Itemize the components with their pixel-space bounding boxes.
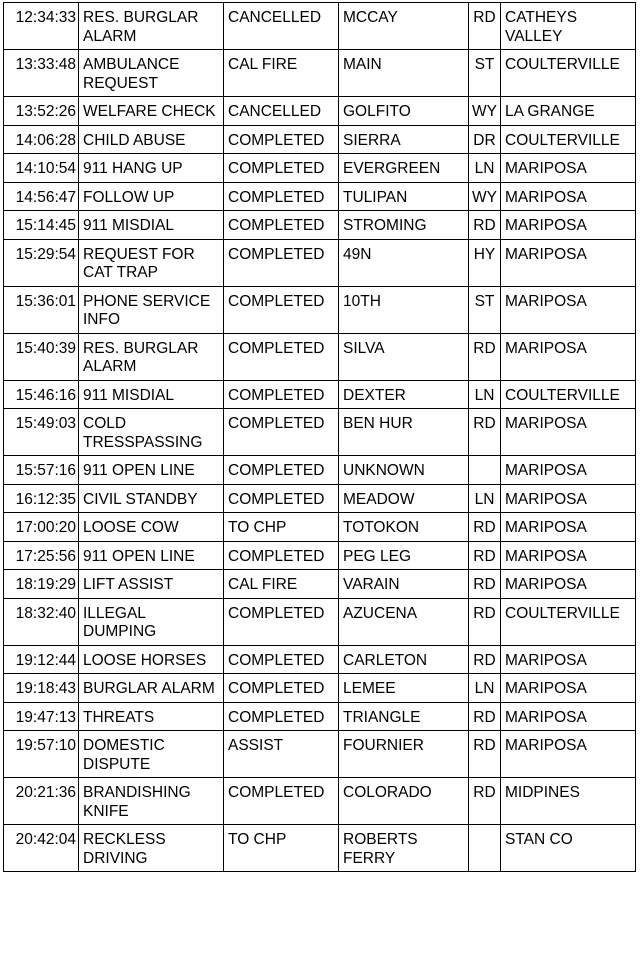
table-row bbox=[4, 598, 636, 645]
street-name-cell: GOLFITO bbox=[339, 97, 469, 126]
call-type-cell: 911 OPEN LINE bbox=[79, 541, 224, 570]
call-time-cell: 14:56:47 bbox=[4, 182, 79, 211]
table-row bbox=[4, 778, 636, 825]
street-suffix-cell bbox=[469, 456, 501, 485]
street-name-cell: SIERRA bbox=[339, 125, 469, 154]
call-type-cell: CHILD ABUSE bbox=[79, 125, 224, 154]
table-row bbox=[4, 125, 636, 154]
call-type-cell: 911 HANG UP bbox=[79, 154, 224, 183]
call-type-cell: WELFARE CHECK bbox=[79, 97, 224, 126]
call-type-cell: LOOSE COW bbox=[79, 513, 224, 542]
call-time-cell: 12:34:33 bbox=[4, 3, 79, 50]
table-row bbox=[4, 97, 636, 126]
disposition-cell: COMPLETED bbox=[224, 154, 339, 183]
call-time-cell: 19:18:43 bbox=[4, 674, 79, 703]
call-time-cell: 13:52:26 bbox=[4, 97, 79, 126]
disposition-cell: TO CHP bbox=[224, 825, 339, 872]
street-suffix-cell: ST bbox=[469, 286, 501, 333]
incident-log-table bbox=[3, 2, 636, 872]
table-row bbox=[4, 456, 636, 485]
disposition-cell: CANCELLED bbox=[224, 97, 339, 126]
street-suffix-cell: RD bbox=[469, 702, 501, 731]
call-time-cell: 14:06:28 bbox=[4, 125, 79, 154]
city-cell: CATHEYS VALLEY bbox=[501, 3, 636, 50]
street-suffix-cell: WY bbox=[469, 182, 501, 211]
street-name-cell: UNKNOWN bbox=[339, 456, 469, 485]
table-row bbox=[4, 182, 636, 211]
street-name-cell: EVERGREEN bbox=[339, 154, 469, 183]
city-cell: COULTERVILLE bbox=[501, 125, 636, 154]
disposition-cell: COMPLETED bbox=[224, 211, 339, 240]
street-suffix-cell: RD bbox=[469, 645, 501, 674]
street-suffix-cell: ST bbox=[469, 50, 501, 97]
disposition-cell: COMPLETED bbox=[224, 182, 339, 211]
call-time-cell: 15:40:39 bbox=[4, 333, 79, 380]
table-row bbox=[4, 541, 636, 570]
city-cell: MARIPOSA bbox=[501, 513, 636, 542]
street-name-cell: AZUCENA bbox=[339, 598, 469, 645]
call-type-cell: COLD TRESSPASSING bbox=[79, 409, 224, 456]
call-type-cell: BURGLAR ALARM bbox=[79, 674, 224, 703]
disposition-cell: COMPLETED bbox=[224, 456, 339, 485]
call-type-cell: THREATS bbox=[79, 702, 224, 731]
street-name-cell: VARAIN bbox=[339, 570, 469, 599]
disposition-cell: CANCELLED bbox=[224, 3, 339, 50]
call-type-cell: RES. BURGLAR ALARM bbox=[79, 3, 224, 50]
city-cell: MARIPOSA bbox=[501, 154, 636, 183]
call-time-cell: 14:10:54 bbox=[4, 154, 79, 183]
call-time-cell: 15:36:01 bbox=[4, 286, 79, 333]
street-suffix-cell: DR bbox=[469, 125, 501, 154]
call-time-cell: 19:12:44 bbox=[4, 645, 79, 674]
table-row bbox=[4, 333, 636, 380]
call-time-cell: 18:32:40 bbox=[4, 598, 79, 645]
street-suffix-cell: RD bbox=[469, 211, 501, 240]
city-cell: MARIPOSA bbox=[501, 570, 636, 599]
street-suffix-cell: LN bbox=[469, 154, 501, 183]
city-cell: MIDPINES bbox=[501, 778, 636, 825]
street-suffix-cell: RD bbox=[469, 778, 501, 825]
call-type-cell: CIVIL STANDBY bbox=[79, 484, 224, 513]
city-cell: COULTERVILLE bbox=[501, 380, 636, 409]
street-name-cell: ROBERTS FERRY bbox=[339, 825, 469, 872]
street-suffix-cell: RD bbox=[469, 541, 501, 570]
table-row bbox=[4, 286, 636, 333]
city-cell: MARIPOSA bbox=[501, 333, 636, 380]
street-name-cell: CARLETON bbox=[339, 645, 469, 674]
table-row bbox=[4, 409, 636, 456]
call-time-cell: 15:57:16 bbox=[4, 456, 79, 485]
city-cell: MARIPOSA bbox=[501, 182, 636, 211]
street-suffix-cell: RD bbox=[469, 570, 501, 599]
city-cell: MARIPOSA bbox=[501, 239, 636, 286]
street-name-cell: MEADOW bbox=[339, 484, 469, 513]
disposition-cell: COMPLETED bbox=[224, 333, 339, 380]
call-time-cell: 18:19:29 bbox=[4, 570, 79, 599]
street-suffix-cell: LN bbox=[469, 380, 501, 409]
call-type-cell: ILLEGAL DUMPING bbox=[79, 598, 224, 645]
city-cell: MARIPOSA bbox=[501, 484, 636, 513]
disposition-cell: COMPLETED bbox=[224, 674, 339, 703]
table-row bbox=[4, 674, 636, 703]
city-cell: MARIPOSA bbox=[501, 731, 636, 778]
street-suffix-cell bbox=[469, 825, 501, 872]
street-suffix-cell: LN bbox=[469, 674, 501, 703]
street-name-cell: LEMEE bbox=[339, 674, 469, 703]
disposition-cell: COMPLETED bbox=[224, 239, 339, 286]
street-name-cell: MAIN bbox=[339, 50, 469, 97]
call-type-cell: 911 MISDIAL bbox=[79, 211, 224, 240]
call-time-cell: 20:21:36 bbox=[4, 778, 79, 825]
call-time-cell: 19:47:13 bbox=[4, 702, 79, 731]
street-name-cell: SILVA bbox=[339, 333, 469, 380]
call-time-cell: 15:49:03 bbox=[4, 409, 79, 456]
city-cell: STAN CO bbox=[501, 825, 636, 872]
street-name-cell: DEXTER bbox=[339, 380, 469, 409]
disposition-cell: COMPLETED bbox=[224, 645, 339, 674]
street-name-cell: TULIPAN bbox=[339, 182, 469, 211]
call-type-cell: RES. BURGLAR ALARM bbox=[79, 333, 224, 380]
table-row bbox=[4, 645, 636, 674]
call-type-cell: LIFT ASSIST bbox=[79, 570, 224, 599]
disposition-cell: TO CHP bbox=[224, 513, 339, 542]
street-name-cell: STROMING bbox=[339, 211, 469, 240]
city-cell: MARIPOSA bbox=[501, 702, 636, 731]
table-row bbox=[4, 3, 636, 50]
disposition-cell: COMPLETED bbox=[224, 286, 339, 333]
call-type-cell: DOMESTIC DISPUTE bbox=[79, 731, 224, 778]
disposition-cell: COMPLETED bbox=[224, 598, 339, 645]
street-name-cell: BEN HUR bbox=[339, 409, 469, 456]
call-time-cell: 15:29:54 bbox=[4, 239, 79, 286]
disposition-cell: COMPLETED bbox=[224, 541, 339, 570]
incident-log-body bbox=[4, 3, 636, 872]
table-row bbox=[4, 484, 636, 513]
disposition-cell: COMPLETED bbox=[224, 484, 339, 513]
call-type-cell: RECKLESS DRIVING bbox=[79, 825, 224, 872]
city-cell: MARIPOSA bbox=[501, 645, 636, 674]
street-name-cell: TRIANGLE bbox=[339, 702, 469, 731]
table-row bbox=[4, 50, 636, 97]
disposition-cell: COMPLETED bbox=[224, 380, 339, 409]
table-row bbox=[4, 211, 636, 240]
city-cell: MARIPOSA bbox=[501, 456, 636, 485]
call-time-cell: 17:25:56 bbox=[4, 541, 79, 570]
call-type-cell: REQUEST FOR CAT TRAP bbox=[79, 239, 224, 286]
street-suffix-cell: RD bbox=[469, 409, 501, 456]
call-time-cell: 17:00:20 bbox=[4, 513, 79, 542]
table-row bbox=[4, 825, 636, 872]
street-name-cell: COLORADO bbox=[339, 778, 469, 825]
city-cell: COULTERVILLE bbox=[501, 50, 636, 97]
city-cell: MARIPOSA bbox=[501, 674, 636, 703]
street-name-cell: 10TH bbox=[339, 286, 469, 333]
call-type-cell: LOOSE HORSES bbox=[79, 645, 224, 674]
disposition-cell: COMPLETED bbox=[224, 702, 339, 731]
street-suffix-cell: LN bbox=[469, 484, 501, 513]
table-row bbox=[4, 702, 636, 731]
disposition-cell: COMPLETED bbox=[224, 778, 339, 825]
table-row bbox=[4, 570, 636, 599]
disposition-cell: COMPLETED bbox=[224, 409, 339, 456]
city-cell: MARIPOSA bbox=[501, 409, 636, 456]
city-cell: LA GRANGE bbox=[501, 97, 636, 126]
disposition-cell: CAL FIRE bbox=[224, 50, 339, 97]
street-name-cell: 49N bbox=[339, 239, 469, 286]
table-row bbox=[4, 154, 636, 183]
call-type-cell: AMBULANCE REQUEST bbox=[79, 50, 224, 97]
disposition-cell: CAL FIRE bbox=[224, 570, 339, 599]
call-type-cell: BRANDISHING KNIFE bbox=[79, 778, 224, 825]
city-cell: MARIPOSA bbox=[501, 211, 636, 240]
city-cell: COULTERVILLE bbox=[501, 598, 636, 645]
street-name-cell: FOURNIER bbox=[339, 731, 469, 778]
street-name-cell: MCCAY bbox=[339, 3, 469, 50]
street-suffix-cell: RD bbox=[469, 3, 501, 50]
table-row bbox=[4, 239, 636, 286]
call-time-cell: 19:57:10 bbox=[4, 731, 79, 778]
call-type-cell: FOLLOW UP bbox=[79, 182, 224, 211]
disposition-cell: COMPLETED bbox=[224, 125, 339, 154]
city-cell: MARIPOSA bbox=[501, 541, 636, 570]
call-time-cell: 16:12:35 bbox=[4, 484, 79, 513]
call-time-cell: 15:14:45 bbox=[4, 211, 79, 240]
call-type-cell: 911 MISDIAL bbox=[79, 380, 224, 409]
street-name-cell: TOTOKON bbox=[339, 513, 469, 542]
table-row bbox=[4, 513, 636, 542]
street-suffix-cell: RD bbox=[469, 513, 501, 542]
street-suffix-cell: RD bbox=[469, 598, 501, 645]
street-suffix-cell: HY bbox=[469, 239, 501, 286]
call-type-cell: PHONE SERVICE INFO bbox=[79, 286, 224, 333]
call-time-cell: 15:46:16 bbox=[4, 380, 79, 409]
call-type-cell: 911 OPEN LINE bbox=[79, 456, 224, 485]
street-suffix-cell: RD bbox=[469, 731, 501, 778]
call-time-cell: 13:33:48 bbox=[4, 50, 79, 97]
table-row bbox=[4, 380, 636, 409]
city-cell: MARIPOSA bbox=[501, 286, 636, 333]
table-row bbox=[4, 731, 636, 778]
street-suffix-cell: RD bbox=[469, 333, 501, 380]
disposition-cell: ASSIST bbox=[224, 731, 339, 778]
call-time-cell: 20:42:04 bbox=[4, 825, 79, 872]
street-name-cell: PEG LEG bbox=[339, 541, 469, 570]
street-suffix-cell: WY bbox=[469, 97, 501, 126]
